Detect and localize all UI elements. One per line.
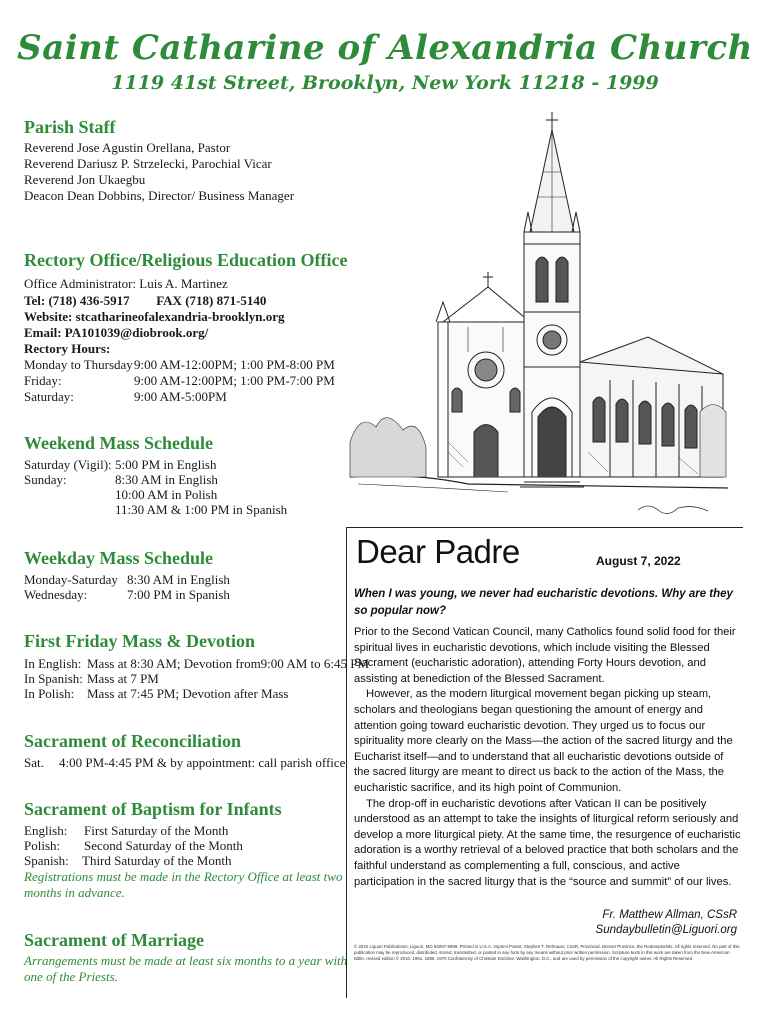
- dear-padre-author: Fr. Matthew Allman, CSsR: [602, 909, 737, 921]
- staff-member: Deacon Dean Dobbins, Director/ Business Manager: [24, 188, 295, 203]
- mass-time: 8:30 AM in English: [115, 472, 218, 487]
- dear-padre-body: [354, 625, 742, 890]
- weekend-mass-heading: Weekend Mass Schedule: [24, 433, 214, 453]
- mass-time: 5:00 PM in English: [115, 457, 217, 472]
- baptism-time: Second Saturday of the Month: [84, 838, 243, 853]
- mass-label: Sunday:: [24, 472, 67, 487]
- mass-label: Monday-Saturday: [24, 572, 118, 587]
- office-administrator: Office Administrator: Luis A. Martinez: [24, 276, 228, 291]
- hours-time: 9:00 AM-5:00PM: [134, 389, 227, 404]
- rectory-email-link[interactable]: Email: PA101039@diobrook.org/: [24, 325, 209, 340]
- dear-padre-paragraph: The drop-off in eucharistic devotions after Vatican II can be positively understood as an attempt to take the insights of liturgical reform seriously and develop a more liturgical piety. At the same time, the resurgence of eucharistic adoration is a worthy retrieval of a beloved practice that both scholars and the faithful understand as complementing a full, conscious, and active participation in the sacred liturgy that is the “source and summit” of our lives.: [354, 797, 741, 888]
- first-friday-time: Mass at 7:45 PM; Devotion after Mass: [87, 686, 289, 701]
- marriage-heading: Sacrament of Marriage: [24, 930, 204, 950]
- church-name: Saint Catharine of Alexandria Church: [17, 28, 753, 68]
- staff-member: Reverend Jon Ukaegbu: [24, 172, 146, 187]
- mass-time: 7:00 PM in Spanish: [127, 587, 230, 602]
- rectory-tel[interactable]: Tel: (718) 436-5917: [24, 293, 130, 308]
- first-friday-label: In Spanish:: [24, 671, 83, 686]
- hours-day: Saturday:: [24, 389, 74, 404]
- baptism-heading: Sacrament of Baptism for Infants: [24, 799, 282, 819]
- dear-padre-fine-print: © 2022 Liguori Publications, Liguori, MO 63057-9999. Printed in U.S.A. Imprimi Potest: Stephen T. Rehrauer, CSsR, Provincial, Denver Province, the Redemptorists. All rights reserved. No part of this publication may be reproduced, distributed, stored, transmitted, or posted in any form by any means without prior written permission. Scripture texts in this work are taken from the New American Bible, revised edition © 2010, 1991, 1986, 1970 Confraternity of Christian Doctrine, Washington, D.C., and are used by permission of the copyright owner. All Rights Reserved.: [354, 944, 740, 961]
- staff-member: Reverend Dariusz P. Strzelecki, Parochial Vicar: [24, 156, 272, 171]
- reconciliation-heading: Sacrament of Reconciliation: [24, 731, 241, 751]
- church-address: 1119 41st Street, Brooklyn, New York 11218 - 1999: [111, 72, 659, 94]
- baptism-label: Polish:: [24, 838, 61, 853]
- dear-padre-paragraph: However, as the modern liturgical movement began picking up steam, scholars and theologians began questioning the amount of energy and attention going toward eucharistic devotion. They urged us to focus our spirituality more clearly on the Mass—the action of the sacred liturgy and the Eucharist itself—and to understand that all eucharistic devotions outside of the sacred liturgy are meant to direct us back to the action of the Mass, the eucharistic sacrifice, and its high point of Communion.: [354, 688, 733, 794]
- dear-padre-date: August 7, 2022: [596, 554, 681, 568]
- dear-padre-email[interactable]: Sundaybulletin@Liguori.org: [595, 924, 737, 936]
- church-illustration: [348, 112, 730, 522]
- dear-padre-question: When I was young, we never had eucharistic devotions. Why are they so popular now?: [354, 588, 733, 617]
- baptism-time: Third Saturday of the Month: [82, 853, 232, 868]
- first-friday-label: In Polish:: [24, 686, 75, 701]
- rectory-fax: FAX (718) 871-5140: [156, 293, 267, 308]
- baptism-note: Registrations must be made in the Rectory Office at least two: [24, 869, 343, 884]
- dear-padre-paragraph: Prior to the Second Vatican Council, many Catholics found solid food for their spiritual lives in eucharistic devotions, which include visiting the Blessed Sacrament (eucharistic adoration), attending Forty Hours devotion, and assisting at benediction of the Blessed Sacrament.: [354, 626, 736, 685]
- baptism-label: Spanish:: [24, 853, 69, 868]
- rectory-phone: [24, 293, 266, 308]
- staff-member: Reverend Jose Agustin Orellana, Pastor: [24, 140, 231, 155]
- rectory-website-link[interactable]: Website: stcatharineofalexandria-brooklyn.org: [24, 309, 285, 324]
- baptism-time: First Saturday of the Month: [84, 823, 229, 838]
- dear-padre-title: Dear Padre: [356, 533, 520, 570]
- rectory-hours-label: Rectory Hours:: [24, 341, 111, 356]
- first-friday-label: In English:: [24, 656, 82, 671]
- mass-time: 8:30 AM in English: [127, 572, 230, 587]
- mass-label: Saturday (Vigil):: [24, 457, 112, 472]
- hours-day: Friday:: [24, 373, 62, 388]
- baptism-label: English:: [24, 823, 68, 838]
- reconciliation-text: 4:00 PM-4:45 PM & by appointment: call parish office: [59, 755, 346, 770]
- mass-time: 11:30 AM & 1:00 PM in Spanish: [115, 502, 288, 517]
- rectory-heading: Rectory Office/Religious Education Office: [24, 250, 348, 270]
- mass-time: 10:00 AM in Polish: [115, 487, 218, 502]
- baptism-note: months in advance.: [24, 885, 125, 900]
- marriage-note: one of the Priests.: [24, 969, 118, 984]
- hours-day: Monday to Thursday: [24, 357, 133, 372]
- reconciliation-label: Sat.: [24, 755, 44, 770]
- parish-staff-heading: Parish Staff: [24, 117, 116, 137]
- hours-time: 9:00 AM-12:00PM; 1:00 PM-8:00 PM: [134, 357, 335, 372]
- first-friday-time: Mass at 8:30 AM; Devotion from9:00 AM to 6:45 PM: [87, 656, 370, 671]
- hours-row: [24, 357, 133, 372]
- mass-label: Wednesday:: [24, 587, 88, 602]
- first-friday-heading: First Friday Mass & Devotion: [24, 631, 255, 651]
- marriage-note: Arrangements must be made at least six months to a year with: [24, 953, 348, 968]
- first-friday-time: Mass at 7 PM: [87, 671, 159, 686]
- weekday-mass-heading: Weekday Mass Schedule: [24, 548, 214, 568]
- hours-time: 9:00 AM-12:00PM; 1:00 PM-7:00 PM: [134, 373, 335, 388]
